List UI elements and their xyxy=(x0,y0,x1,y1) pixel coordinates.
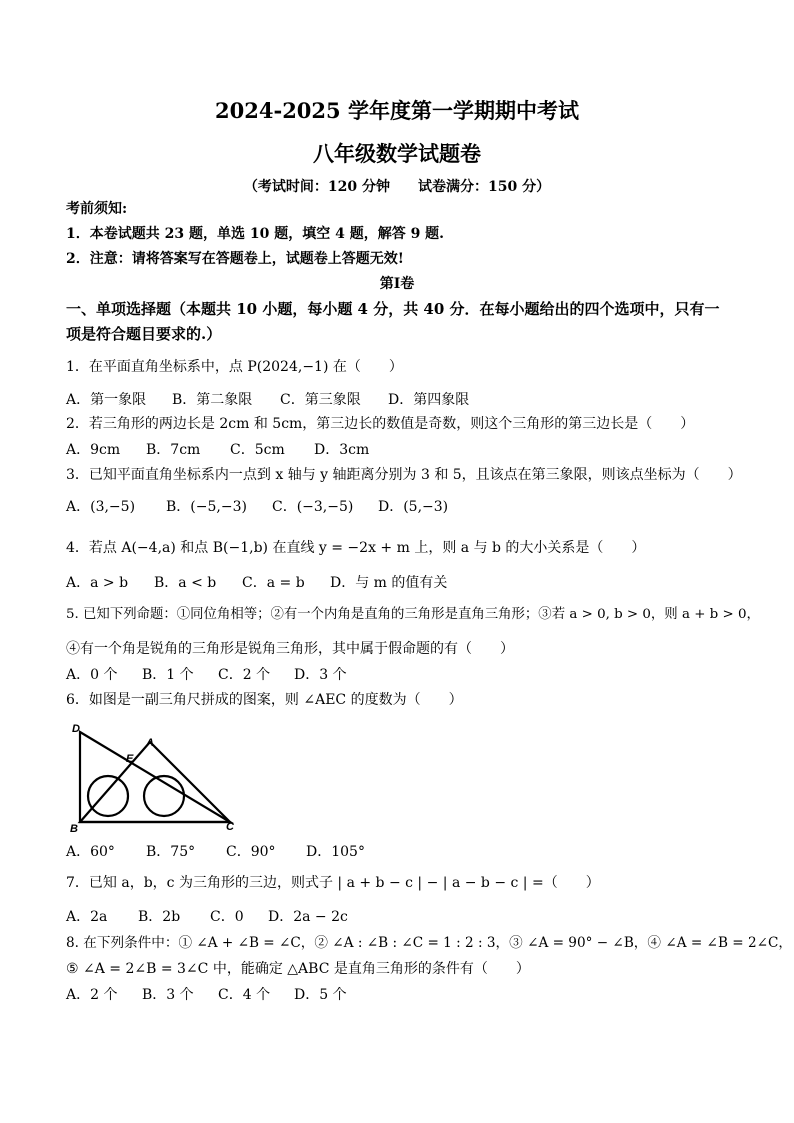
q7-option-a: A．2a xyxy=(66,909,108,925)
q8-option-a: A．2 个 xyxy=(66,987,118,1003)
q7-option-c: C．0 xyxy=(210,909,244,925)
question-4: 4．若点 A(−4,a) 和点 B(−1,b) 在直线 y = −2x + m 上，则 a 与 b 的大小关系是（ ） xyxy=(66,540,646,556)
exam-info: （考试时间：120 分钟 试卷满分：150 分） xyxy=(243,179,551,195)
q4-option-c: C．a = b xyxy=(242,575,305,591)
q2-option-a: A．9cm xyxy=(66,442,121,458)
section-heading-line-2: 项是符合题目要求的.） xyxy=(66,325,222,343)
question-8-line-1: 8. 在下列条件中：① ∠A + ∠B = ∠C，② ∠A : ∠B : ∠C = 1 : 2 : 3，③ ∠A = 90° − ∠B，④ ∠A = ∠B = 2∠C， xyxy=(66,935,793,951)
q1-option-b: B．第二象限 xyxy=(172,392,253,408)
q1-option-c: C．第三象限 xyxy=(280,392,361,408)
q8-option-b: B．3 个 xyxy=(142,987,194,1003)
q8-option-d: D．5 个 xyxy=(294,987,347,1003)
q4-option-d: D．与 m 的值有关 xyxy=(330,575,448,591)
q4-option-a: A．a > b xyxy=(66,575,129,591)
ruler-hole-left xyxy=(88,776,128,816)
notice-item-2: 2．注意：请将答案写在答题卷上，试题卷上答题无效! xyxy=(66,251,404,267)
q3-option-d: D．(5,−3) xyxy=(378,499,449,515)
question-2: 2．若三角形的两边长是 2cm 和 5cm，第三边长的数值是奇数，则这个三角形的第三边长是（ ） xyxy=(66,416,695,432)
q1-option-d: D．第四象限 xyxy=(388,392,470,408)
notice-item-1: 1．本卷试题共 23 题，单选 10 题，填空 4 题，解答 9 题. xyxy=(66,226,445,242)
q6-option-b: B．75° xyxy=(146,844,196,860)
q8-option-c: C．4 个 xyxy=(218,987,271,1003)
question-7: 7．已知 a，b，c 为三角形的三边，则式子 | a + b − c | − | a − b − c | =（ ） xyxy=(66,875,600,891)
question-8-line-2: ⑤ ∠A = 2∠B = 3∠C 中，能确定 △ABC 是直角三角形的条件有（ ） xyxy=(66,961,530,977)
question-3: 3．已知平面直角坐标系内一点到 x 轴与 y 轴距离分别为 3 和 5，且该点在第三象限，则该点坐标为（ ） xyxy=(66,467,742,483)
label-a: A xyxy=(146,737,154,749)
question-1: 1．在平面直角坐标系中，点 P(2024,−1) 在（ ） xyxy=(66,359,403,375)
q5-option-b: B．1 个 xyxy=(142,667,194,683)
label-e: E xyxy=(126,753,134,765)
question-6: 6．如图是一副三角尺拼成的图案，则 ∠AEC 的度数为（ ） xyxy=(66,692,463,708)
q2-option-c: C．5cm xyxy=(230,442,285,458)
q6-option-a: A．60° xyxy=(66,844,115,860)
q5-option-a: A．0 个 xyxy=(66,667,118,683)
q3-option-c: C．(−3,−5) xyxy=(272,499,354,515)
triangle-bac xyxy=(80,742,230,822)
q5-option-d: D．3 个 xyxy=(294,667,347,683)
question-5-line-2: ④有一个角是锐角的三角形是锐角三角形，其中属于假命题的有（ ） xyxy=(66,641,514,657)
q1-option-a: A．第一象限 xyxy=(66,392,147,408)
q4-option-b: B．a < b xyxy=(154,575,217,591)
exam-subtitle: 八年级数学试题卷 xyxy=(313,141,481,166)
q6-option-d: D．105° xyxy=(306,844,365,860)
exam-title: 2024-2025 学年度第一学期期中考试 xyxy=(215,98,579,123)
q2-option-d: D．3cm xyxy=(314,442,370,458)
q2-option-b: B．7cm xyxy=(146,442,201,458)
section-heading-line-1: 一、单项选择题（本题共 10 小题，每小题 4 分，共 40 分．在每小题给出的四个选项中，只有一 xyxy=(66,300,720,318)
label-b: B xyxy=(70,823,78,834)
q7-option-b: B．2b xyxy=(138,909,181,925)
question-5-line-1: 5. 已知下列命题：①同位角相等；②有一个内角是直角的三角形是直角三角形；③若 a > 0, b > 0，则 a + b > 0， xyxy=(66,607,760,622)
label-d: D xyxy=(72,723,80,735)
q7-option-d: D．2a − 2c xyxy=(268,909,348,925)
q3-option-a: A．(3,−5) xyxy=(66,499,136,515)
volume-label: 第Ⅰ卷 xyxy=(379,276,415,292)
label-c: C xyxy=(226,821,234,833)
triangle-ruler-figure xyxy=(66,722,246,834)
q3-option-b: B．(−5,−3) xyxy=(166,499,247,515)
notice-heading: 考前须知: xyxy=(66,201,128,217)
q6-option-c: C．90° xyxy=(226,844,276,860)
q5-option-c: C．2 个 xyxy=(218,667,271,683)
